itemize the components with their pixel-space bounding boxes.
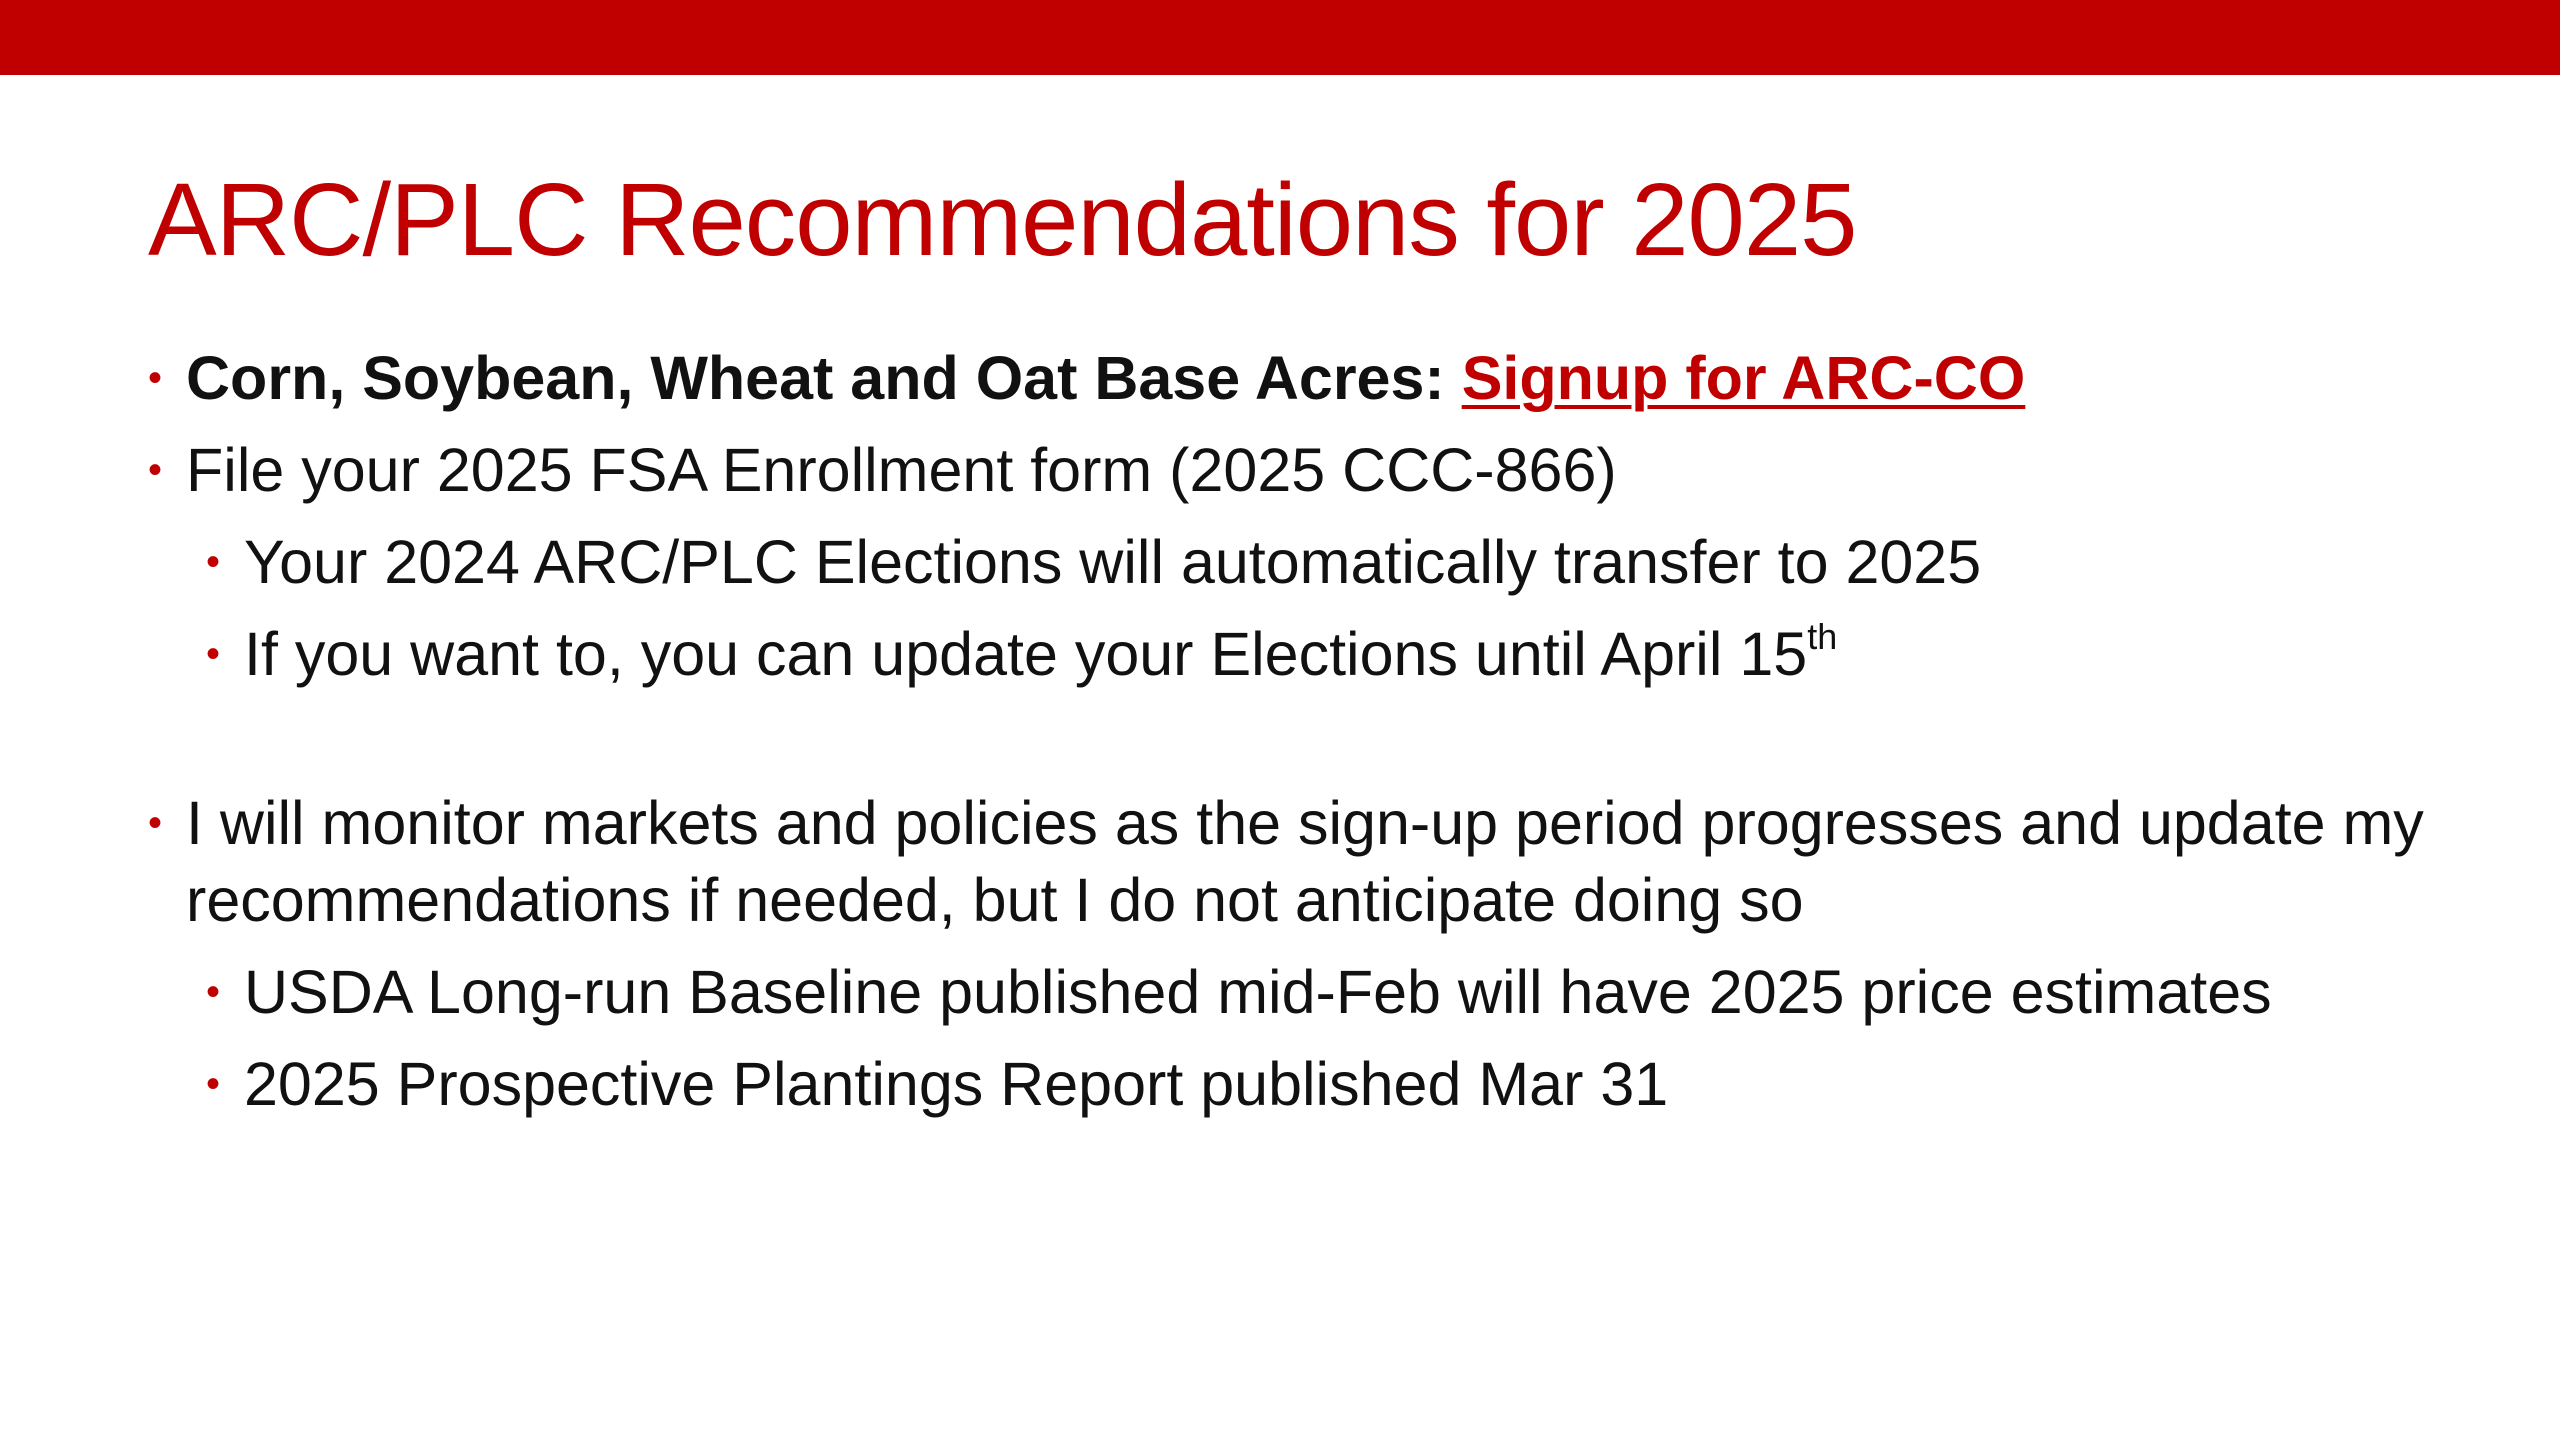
slide-title: ARC/PLC Recommendations for 2025 [148, 162, 1857, 277]
bullet-text: 2025 Prospective Plantings Report published Mar 31 [244, 1050, 1669, 1118]
spacer [148, 708, 2448, 785]
bullet-dot-icon: • [148, 356, 163, 400]
bullet-text: If you want to, you can update your Elections until April 15 [244, 620, 1808, 688]
sub-bullet-item-update-elections [148, 616, 2448, 693]
bullet-dot-icon: • [206, 970, 221, 1014]
top-accent-bar [0, 0, 2560, 75]
sub-bullet-item-elections-transfer [148, 524, 2448, 601]
bullet-item-enrollment-form [148, 432, 2448, 509]
bullet-text: Your 2024 ARC/PLC Elections will automatically transfer to 2025 [244, 528, 1982, 596]
signup-arc-co-link[interactable]: Signup for ARC-CO [1461, 344, 2026, 412]
sub-bullet-item-usda-baseline [148, 954, 2448, 1031]
bullet-dot-icon: • [206, 1062, 221, 1106]
bullet-text: File your 2025 FSA Enrollment form (2025 CCC-866) [186, 436, 1617, 504]
bullet-item-monitor-markets [148, 785, 2448, 939]
bullet-text: USDA Long-run Baseline published mid-Feb will have 2025 price estimates [244, 958, 2272, 1026]
bullet-dot-icon: • [206, 632, 221, 676]
ordinal-superscript: th [1807, 616, 1838, 657]
sub-bullet-item-prospective-plantings [148, 1046, 2448, 1123]
bullet-dot-icon: • [148, 801, 163, 845]
bullet-dot-icon: • [206, 540, 221, 584]
base-acres-label: Corn, Soybean, Wheat and Oat Base Acres: [186, 344, 1445, 412]
bullet-list [148, 340, 2448, 1138]
bullet-text: I will monitor markets and policies as the sign-up period progresses and update my recommendations if needed, but I do not anticipate doing so [186, 789, 2424, 934]
bullet-item-base-acres [148, 340, 2448, 417]
bullet-dot-icon: • [148, 448, 163, 492]
